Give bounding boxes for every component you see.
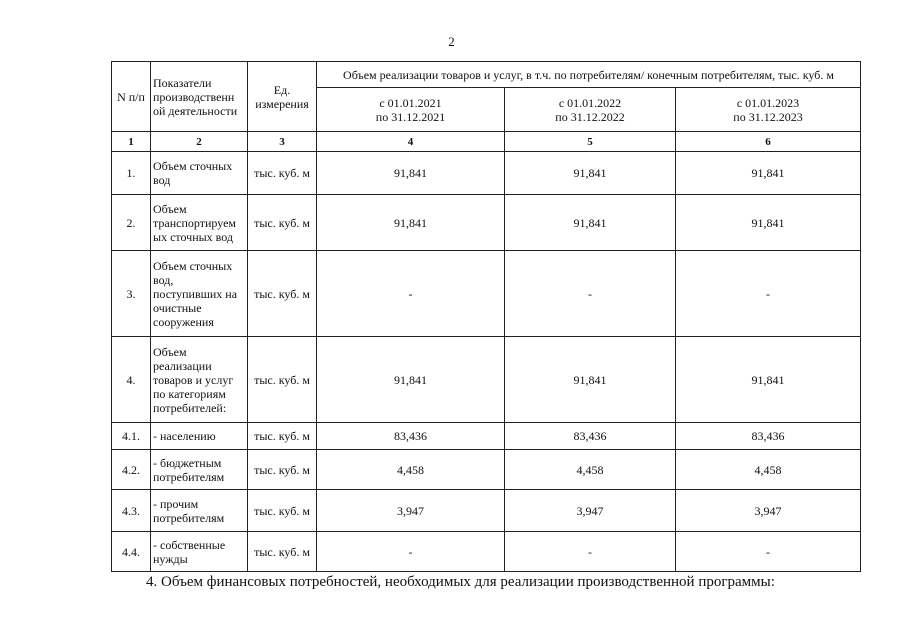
header-period-2023 [676,88,861,132]
row-number: 4.2. [112,450,151,490]
row-value-2023: - [676,251,861,337]
column-number: 6 [676,132,861,152]
table-row [112,532,861,572]
row-unit: тыс. куб. м [248,532,317,572]
table-row [112,490,861,532]
row-value-2021: 91,841 [317,195,505,251]
table-row [112,450,861,490]
column-number: 1 [112,132,151,152]
table-row [112,195,861,251]
row-indicator: Объем реализации товаров и услуг по категориям потребителей: [151,337,248,423]
row-value-2022: 4,458 [505,450,676,490]
row-number: 2. [112,195,151,251]
header-num: N п/п [112,62,151,132]
row-value-2021: - [317,532,505,572]
row-number: 4.1. [112,423,151,450]
row-value-2023: 91,841 [676,337,861,423]
row-unit: тыс. куб. м [248,337,317,423]
table-row [112,251,861,337]
production-table [111,61,861,572]
header-unit: Ед. измерения [248,62,317,132]
section-4-heading: 4. Объем финансовых потребностей, необходимых для реализации производственной программы: [146,574,775,590]
row-value-2023: 83,436 [676,423,861,450]
period-to: по 31.12.2022 [555,109,625,124]
header-indicator: Показатели производственн ой деятельности [151,62,248,132]
row-value-2021: 91,841 [317,152,505,195]
row-value-2022: 91,841 [505,152,676,195]
header-row-1 [112,62,861,88]
row-value-2021: - [317,251,505,337]
row-unit: тыс. куб. м [248,490,317,532]
row-value-2023: - [676,532,861,572]
row-value-2023: 3,947 [676,490,861,532]
row-indicator: - бюджетным потребителям [151,450,248,490]
table-row [112,337,861,423]
row-unit: тыс. куб. м [248,195,317,251]
column-number-row [112,132,861,152]
row-indicator: Объем сточных вод, поступивших на очистные сооружения [151,251,248,337]
row-value-2022: 91,841 [505,337,676,423]
column-number: 2 [151,132,248,152]
period-to: по 31.12.2023 [733,109,803,124]
column-number: 4 [317,132,505,152]
row-number: 4.3. [112,490,151,532]
row-number: 1. [112,152,151,195]
row-value-2022: 83,436 [505,423,676,450]
column-number: 3 [248,132,317,152]
header-period-2021 [317,88,505,132]
row-value-2021: 83,436 [317,423,505,450]
period-from: с 01.01.2021 [379,95,442,110]
row-indicator: - собственные нужды [151,532,248,572]
column-number: 5 [505,132,676,152]
table-row [112,423,861,450]
row-indicator: Объем сточных вод [151,152,248,195]
row-value-2023: 91,841 [676,195,861,251]
header-volume-group: Объем реализации товаров и услуг, в т.ч. по потребителям/ конечным потребителям, тыс. куб. м [317,62,861,88]
row-value-2022: - [505,251,676,337]
row-unit: тыс. куб. м [248,251,317,337]
period-from: с 01.01.2023 [736,95,800,110]
row-value-2021: 3,947 [317,490,505,532]
row-number: 3. [112,251,151,337]
row-unit: тыс. куб. м [248,423,317,450]
row-number: 4.4. [112,532,151,572]
row-unit: тыс. куб. м [248,450,317,490]
header-period-2022 [505,88,676,132]
page-number: 2 [448,34,455,49]
period-from: с 01.01.2022 [558,95,622,110]
row-indicator: - прочим потребителям [151,490,248,532]
row-indicator: Объем транспортируем ых сточных вод [151,195,248,251]
row-number: 4. [112,337,151,423]
row-unit: тыс. куб. м [248,152,317,195]
row-value-2023: 4,458 [676,450,861,490]
period-to: по 31.12.2021 [375,109,446,124]
row-indicator: - населению [151,423,248,450]
row-value-2022: 91,841 [505,195,676,251]
row-value-2022: 3,947 [505,490,676,532]
row-value-2022: - [505,532,676,572]
row-value-2021: 4,458 [317,450,505,490]
row-value-2023: 91,841 [676,152,861,195]
table-row [112,152,861,195]
row-value-2021: 91,841 [317,337,505,423]
